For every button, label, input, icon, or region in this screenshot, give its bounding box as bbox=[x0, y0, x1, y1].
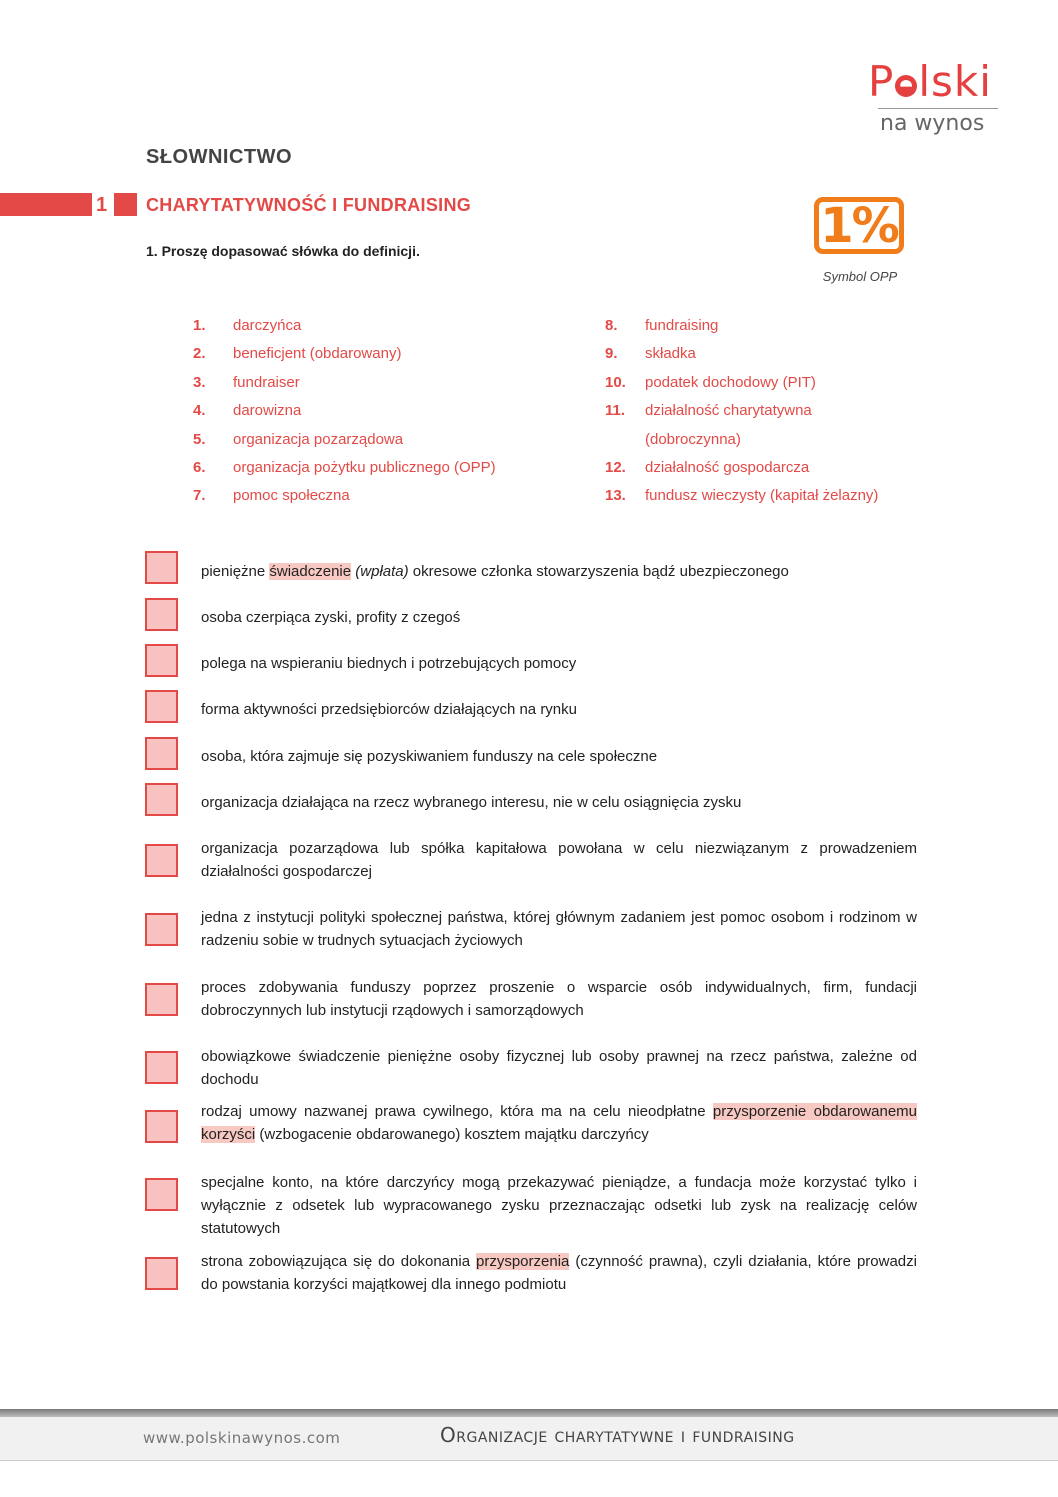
item-word: darczyńca bbox=[233, 317, 302, 334]
item-word: działalność charytatywna bbox=[645, 402, 812, 420]
item-number: 5. bbox=[193, 430, 206, 448]
definition-text: rodzaj umowy nazwanej prawa cywilnego, która ma na celu nieodpłatne przysporzenie obdarowanemu korzyści (wzbogacenie obdarowanego) kosztem majątku darczyńcy bbox=[201, 1103, 917, 1143]
item-word: fundraising bbox=[645, 317, 719, 334]
opp-symbol-text: 1% bbox=[820, 197, 898, 254]
answer-box[interactable] bbox=[145, 983, 178, 1016]
answer-box[interactable] bbox=[145, 737, 178, 770]
footer-divider bbox=[0, 1460, 1058, 1461]
definition-text: osoba, która zajmuje się pozyskiwaniem funduszy na cele społeczne bbox=[201, 748, 658, 765]
chapter-bar bbox=[0, 193, 92, 216]
answer-box[interactable] bbox=[145, 551, 178, 584]
item-number: 3. bbox=[193, 373, 206, 391]
definition-text: proces zdobywania funduszy poprzez proszenie o wsparcie osób indywidualnych, firm, fundacji dobroczynnych lub instytucji rządowych i samorządowych bbox=[201, 979, 917, 1019]
item-word: fundusz wieczysty (kapitał żelazny) bbox=[645, 487, 879, 505]
answer-box[interactable] bbox=[145, 690, 178, 723]
definition-text: jedna z instytucji polityki społecznej państwa, której głównym zadaniem jest pomoc osobom i rodzinom w radzeniu sobie w trudnych sytuacjach życiowych bbox=[201, 909, 917, 949]
definition-text: polega na wspieraniu biednych i potrzebujących pomocy bbox=[201, 655, 577, 672]
item-word: (dobroczynna) bbox=[645, 430, 741, 448]
logo-o-icon bbox=[895, 75, 917, 97]
chapter-number: 1 bbox=[96, 194, 108, 216]
item-word: składka bbox=[645, 345, 696, 363]
footer-bar bbox=[0, 1409, 1058, 1417]
logo bbox=[868, 58, 1003, 139]
definition-text: organizacja działająca na rzecz wybranego interesu, nie w celu osiągnięcia zysku bbox=[201, 794, 742, 811]
answer-box[interactable] bbox=[145, 644, 178, 677]
item-word: pomoc społeczna bbox=[233, 487, 350, 505]
section-title: SŁOWNICTWO bbox=[146, 146, 293, 168]
item-number: 6. bbox=[193, 458, 206, 476]
definition-text: obowiązkowe świadczenie pieniężne osoby fizycznej lub osoby prawnej na rzecz państwa, zależne od dochodu bbox=[201, 1048, 917, 1088]
item-word: organizacja pożytku publicznego (OPP) bbox=[233, 458, 496, 476]
answer-box[interactable] bbox=[145, 844, 178, 877]
definition-text: pieniężne świadczenie (wpłata) okresowe członka stowarzyszenia bądź ubezpieczonego bbox=[201, 563, 789, 580]
item-number: 10. bbox=[605, 373, 626, 391]
item-number: 4. bbox=[193, 402, 206, 420]
item-word: organizacja pozarządowa bbox=[233, 430, 404, 448]
item-word: fundraiser bbox=[233, 373, 300, 391]
definition-text: specjalne konto, na które darczyńcy mogą przekazywać pieniądze, a fundacja może korzystać tylko i wyłącznie z odsetek lub wypracowanego zysku przeznaczając odsetki lub zysk na realizację celów statutowych bbox=[201, 1174, 917, 1237]
item-number: 7. bbox=[193, 487, 206, 505]
answer-box[interactable] bbox=[145, 598, 178, 631]
item-word: działalność gospodarcza bbox=[645, 458, 810, 476]
definition-text: organizacja pozarządowa lub spółka kapitałowa powołana w celu niezwiązanym z prowadzeniem działalności gospodarczej bbox=[201, 840, 917, 880]
item-word: darowizna bbox=[233, 402, 302, 420]
footer-title: Organizacje charytatywne i fundraising bbox=[440, 1423, 795, 1447]
item-word: podatek dochodowy (PIT) bbox=[645, 373, 816, 391]
answer-box[interactable] bbox=[145, 1110, 178, 1143]
item-number: 9. bbox=[605, 345, 618, 363]
answer-box[interactable] bbox=[145, 783, 178, 816]
opp-symbol-icon bbox=[814, 197, 904, 254]
answer-box[interactable] bbox=[145, 913, 178, 946]
chapter-square bbox=[114, 193, 137, 216]
item-number: 1. bbox=[193, 317, 206, 334]
answer-box[interactable] bbox=[145, 1257, 178, 1290]
exercise-instruction: 1. Proszę dopasować słówka do definicji. bbox=[146, 243, 420, 259]
definition-text: forma aktywności przedsiębiorców działających na rynku bbox=[201, 701, 577, 718]
logo-tagline: na wynos bbox=[880, 111, 985, 136]
answer-box[interactable] bbox=[145, 1051, 178, 1084]
item-number: 11. bbox=[605, 402, 626, 420]
definition-text: strona zobowiązująca się do dokonania przysporzenia (czynność prawna), czyli działania, które prowadzi do powstania korzyści majątkowej dla innego podmiotu bbox=[201, 1253, 917, 1293]
chapter-title: CHARYTATYWNOŚĆ I FUNDRAISING bbox=[146, 195, 472, 215]
item-number: 13. bbox=[605, 487, 626, 505]
logo-wordmark: P lski bbox=[868, 57, 992, 106]
item-number: 2. bbox=[193, 345, 206, 363]
item-number: 8. bbox=[605, 317, 618, 334]
footer-url: www.polskinawynos.com bbox=[143, 1429, 341, 1447]
item-word: beneficjent (obdarowany) bbox=[233, 345, 402, 363]
answer-box[interactable] bbox=[145, 1178, 178, 1211]
item-number: 12. bbox=[605, 458, 626, 476]
opp-symbol-caption: Symbol OPP bbox=[822, 269, 898, 284]
definition-text: osoba czerpiąca zyski, profity z czegoś bbox=[201, 609, 461, 626]
